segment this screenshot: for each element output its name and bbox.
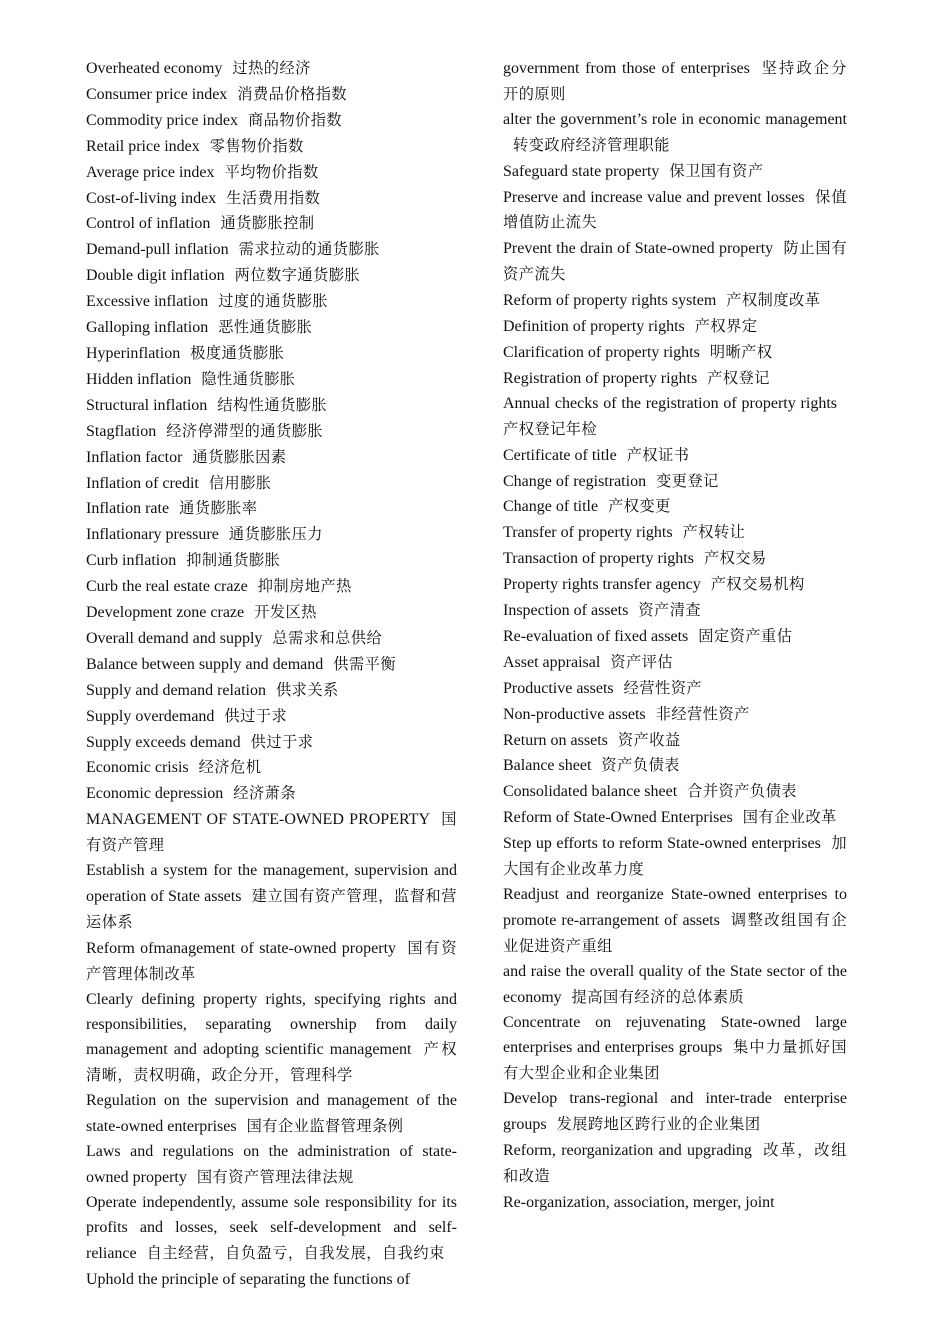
glossary-entry: [86, 393, 457, 419]
glossary-entry: [503, 236, 847, 288]
chinese-term: 产权交易: [703, 549, 767, 568]
chinese-term: 产权登记年检: [503, 419, 598, 438]
glossary-entry: [503, 598, 847, 624]
chinese-term: 生活费用指数: [226, 188, 321, 207]
english-term: Consumer price index: [86, 85, 228, 103]
chinese-term: 坚持政企分开的原则: [503, 59, 847, 103]
glossary-entry: [503, 159, 847, 185]
english-term: Galloping inflation: [86, 319, 209, 337]
chinese-term: 供过于求: [224, 706, 288, 725]
chinese-term: 保卫国有资产: [669, 161, 764, 180]
chinese-term: 合并资产负债表: [687, 782, 797, 801]
english-term: Reform of property rights system: [503, 292, 717, 310]
chinese-term: 抑制通货膨胀: [186, 551, 281, 570]
chinese-term: 抑制房地产热: [257, 577, 352, 596]
glossary-entry: [86, 471, 457, 497]
glossary-entry: [86, 988, 457, 1090]
chinese-term: 商品物价指数: [247, 110, 343, 129]
glossary-entry: [503, 443, 847, 469]
chinese-term: 需求拉动的通货膨胀: [238, 240, 380, 259]
glossary-entry: [86, 522, 457, 548]
english-term: Definition of property rights: [503, 318, 685, 336]
glossary-entry: [503, 56, 847, 108]
chinese-term: 过度的通货膨胀: [218, 292, 328, 311]
english-term: Prevent the drain of State-owned property: [503, 240, 774, 258]
chinese-term: 两位数字通货膨胀: [234, 266, 361, 285]
glossary-entry: [86, 1089, 457, 1140]
glossary-entry: [86, 1191, 457, 1267]
glossary-entry: [503, 1087, 847, 1138]
glossary-entry: [86, 1267, 457, 1293]
chinese-term: 产权变更: [608, 497, 671, 516]
english-term: Inflationary pressure: [86, 526, 219, 544]
english-term: Readjust and reorganize State-owned enterprises to promote re-arrangement of assets: [503, 886, 847, 929]
chinese-term: 经济停滞型的通货膨胀: [166, 421, 324, 440]
english-term: Step up efforts to reform State-owned enterprises: [503, 835, 821, 853]
glossary-entry: [503, 1190, 847, 1216]
chinese-term: 资产负债表: [601, 756, 680, 775]
english-term: Clearly defining property rights, specifying rights and responsibilities, separating ownership from daily management and adopting scientific management: [86, 990, 457, 1059]
glossary-entry: [503, 753, 847, 779]
chinese-term: 产权转让: [682, 523, 746, 542]
english-term: Inflation rate: [86, 500, 170, 518]
english-term: Economic depression: [86, 785, 224, 803]
english-term: Change of title: [503, 498, 599, 516]
glossary-entry: [503, 831, 847, 883]
glossary-entry: [86, 807, 457, 859]
english-term: Inspection of assets: [503, 602, 629, 620]
english-term: Registration of property rights: [503, 369, 698, 387]
chinese-term: 极度通货膨胀: [190, 343, 285, 362]
chinese-term: 通货膨胀压力: [228, 525, 323, 544]
chinese-term: 资产清查: [638, 601, 702, 620]
glossary-entry: [86, 263, 457, 289]
english-term: Non-productive assets: [503, 705, 646, 723]
english-term: Overall demand and supply: [86, 629, 263, 647]
glossary-entry: [86, 574, 457, 600]
english-term: Transfer of property rights: [503, 524, 673, 542]
chinese-term: 提高国有经济的总体素质: [571, 987, 745, 1006]
chinese-term: 集中力量抓好国有大型企业和企业集团: [503, 1038, 848, 1083]
glossary-entry: [503, 366, 847, 392]
chinese-term: 固定资产重估: [698, 626, 793, 645]
glossary-entry: [503, 1138, 847, 1190]
chinese-term: 平均物价指数: [224, 162, 319, 181]
chinese-term: 变更登记: [656, 471, 719, 490]
glossary-entry: [503, 883, 847, 960]
chinese-term: 发展跨地区跨行业的企业集团: [556, 1115, 761, 1134]
english-term: alter the government’s role in economic management: [503, 110, 847, 128]
glossary-entry: [86, 755, 457, 781]
chinese-term: 改革，改组和改造: [503, 1141, 847, 1185]
glossary-entry: [86, 652, 457, 678]
chinese-term: 产权界定: [694, 317, 758, 336]
glossary-entry: [503, 185, 847, 237]
english-term: Balance between supply and demand: [86, 655, 324, 673]
english-term: Regulation on the supervision and management of the state-owned enterprises: [86, 1092, 457, 1136]
glossary-entry: [503, 392, 847, 443]
english-term: Establish a system for the management, supervision and operation of State assets: [86, 862, 457, 905]
chinese-term: 保值增值防止流失: [503, 187, 848, 232]
chinese-term: 非经营性资产: [655, 704, 750, 723]
english-term: and raise the overall quality of the State sector of the economy: [503, 962, 847, 1006]
glossary-entry: [86, 341, 457, 367]
glossary-entry: [86, 211, 457, 237]
glossary-entry: [86, 548, 457, 574]
glossary-entry: [503, 805, 847, 831]
english-term: Inflation of credit: [86, 474, 199, 492]
english-term: Excessive inflation: [86, 293, 209, 311]
chinese-term: 国有资产管理: [86, 810, 457, 855]
chinese-term: 供过于求: [250, 732, 314, 751]
english-term: Certificate of title: [503, 446, 617, 464]
english-term: Consolidated balance sheet: [503, 783, 678, 801]
glossary-entry: [86, 237, 457, 263]
english-term: Development zone craze: [86, 604, 245, 622]
english-term: Reform ofmanagement of state-owned property: [86, 939, 397, 957]
glossary-entry: [86, 678, 457, 704]
glossary-entry: [503, 546, 847, 572]
english-term: Average price index: [86, 163, 215, 181]
english-term: Hidden inflation: [86, 370, 192, 388]
chinese-term: 总需求和总供给: [272, 628, 383, 647]
english-term: Develop trans-regional and inter-trade enterprise groups: [503, 1090, 847, 1134]
english-term: Asset appraisal: [503, 653, 601, 671]
chinese-term: 资产收益: [617, 730, 681, 749]
chinese-term: 加大国有企业改革力度: [503, 834, 848, 879]
glossary-entry: [86, 704, 457, 730]
chinese-term: 产权证书: [626, 445, 690, 464]
english-term: Retail price index: [86, 137, 200, 155]
english-term: Reform, reorganization and upgrading: [503, 1142, 752, 1160]
glossary-entry: [86, 134, 457, 160]
chinese-term: 产权制度改革: [726, 291, 821, 310]
glossary-entry: [86, 1140, 457, 1191]
chinese-term: 恶性通货膨胀: [218, 318, 313, 337]
chinese-term: 供需平衡: [333, 654, 396, 673]
chinese-term: 国有资产管理体制改革: [86, 938, 458, 983]
english-term: Transaction of property rights: [503, 550, 694, 568]
glossary-entry: [503, 1011, 847, 1088]
chinese-term: 防止国有资产流失: [503, 239, 848, 284]
glossary-entry: [503, 650, 847, 676]
glossary-entry: [86, 600, 457, 626]
english-term: Re-evaluation of fixed assets: [503, 627, 689, 645]
glossary-entry: [86, 108, 457, 134]
english-term: Stagflation: [86, 422, 157, 440]
left-column: [86, 56, 457, 1293]
english-term: Inflation factor: [86, 448, 183, 466]
chinese-term: 结构性通货膨胀: [217, 395, 328, 414]
english-term: Structural inflation: [86, 396, 208, 414]
glossary-entry: [86, 859, 457, 936]
english-term: Change of registration: [503, 472, 647, 490]
glossary-entry: [86, 626, 457, 652]
glossary-entry: [86, 315, 457, 341]
english-term: Operate independently, assume sole responsibility for its profits and losses, seek self-development and self-reliance: [86, 1193, 457, 1262]
glossary-entry: [503, 960, 847, 1011]
glossary-entry: [503, 779, 847, 805]
english-term: Reform of State-Owned Enterprises: [503, 809, 733, 827]
chinese-term: 开发区热: [254, 603, 317, 622]
glossary-entry: [503, 108, 847, 159]
english-term: Cost-of-living index: [86, 189, 217, 207]
chinese-term: 零售物价指数: [209, 136, 304, 155]
chinese-term: 供求关系: [275, 680, 339, 699]
glossary-entry: [503, 469, 847, 495]
right-column: [503, 56, 847, 1216]
english-term: Supply exceeds demand: [86, 733, 241, 751]
chinese-term: 过热的经济: [232, 59, 311, 77]
glossary-entry: [503, 288, 847, 314]
english-term: Concentrate on rejuvenating State-owned large enterprises and enterprises groups: [503, 1013, 847, 1057]
chinese-term: 信用膨胀: [208, 473, 272, 492]
chinese-term: 产权登记: [707, 368, 770, 387]
chinese-term: 国有企业改革: [742, 808, 837, 827]
english-term: Laws and regulations on the administration of state-owned property: [86, 1143, 457, 1186]
english-term: Property rights transfer agency: [503, 576, 701, 594]
english-term: Preserve and increase value and prevent losses: [503, 188, 805, 206]
english-term: Curb inflation: [86, 552, 177, 570]
glossary-entry: [86, 289, 457, 315]
glossary-entry: [86, 367, 457, 393]
glossary-entry: [503, 728, 847, 754]
glossary-entry: [86, 186, 457, 212]
chinese-term: 通货膨胀因素: [192, 447, 287, 466]
chinese-term: 产权交易机构: [710, 575, 805, 594]
english-term: Uphold the principle of separating the functions of: [86, 1270, 410, 1288]
chinese-term: 通货膨胀率: [179, 499, 258, 518]
english-term: Balance sheet: [503, 757, 592, 775]
glossary-entry: [86, 445, 457, 471]
english-term: Overheated economy: [86, 60, 223, 77]
chinese-term: 调整改组国有企业促进资产重组: [503, 910, 848, 955]
english-term: MANAGEMENT OF STATE-OWNED PROPERTY: [86, 811, 431, 829]
glossary-entry: [503, 340, 847, 366]
chinese-term: 经济萧条: [233, 784, 297, 803]
english-term: Supply overdemand: [86, 707, 215, 725]
glossary-entry: [503, 520, 847, 546]
glossary-entry: [86, 82, 457, 108]
glossary-entry: [503, 572, 847, 598]
english-term: Economic crisis: [86, 759, 189, 777]
english-term: Productive assets: [503, 679, 614, 697]
english-term: Safeguard state property: [503, 162, 660, 180]
glossary-entry: [503, 702, 847, 728]
chinese-term: 产权清晰，责权明确，政企分开，管理科学: [86, 1040, 458, 1085]
english-term: Curb the real estate craze: [86, 578, 248, 596]
chinese-term: 国有企业监督管理条例: [246, 1117, 404, 1136]
glossary-entry: [86, 419, 457, 445]
glossary-entry: [86, 781, 457, 807]
english-term: Re-organization, association, merger, joint: [503, 1193, 775, 1211]
glossary-entry: [86, 56, 457, 82]
chinese-term: 经营性资产: [623, 678, 703, 697]
english-term: Annual checks of the registration of property rights: [503, 394, 837, 412]
glossary-entry: [86, 160, 457, 186]
chinese-term: 国有资产管理法律法规: [196, 1167, 354, 1186]
english-term: Control of inflation: [86, 215, 211, 233]
glossary-entry: [86, 936, 457, 988]
glossary-entry: [503, 624, 847, 650]
chinese-term: 经济危机: [198, 758, 262, 777]
english-term: Return on assets: [503, 731, 608, 749]
english-term: Double digit inflation: [86, 267, 225, 285]
english-term: Demand-pull inflation: [86, 241, 229, 259]
english-term: Supply and demand relation: [86, 681, 266, 699]
chinese-term: 自主经营，自负盈亏，自我发展，自我约束: [146, 1243, 445, 1262]
chinese-term: 通货膨胀控制: [220, 214, 315, 233]
english-term: Hyperinflation: [86, 344, 181, 362]
chinese-term: 隐性通货膨胀: [201, 369, 296, 388]
glossary-entry: [503, 314, 847, 340]
chinese-term: 建立国有资产管理，监督和营运体系: [86, 887, 458, 931]
english-term: government from those of enterprises: [503, 60, 750, 77]
chinese-term: 资产评估: [610, 652, 674, 671]
chinese-term: 消费品价格指数: [237, 84, 348, 103]
chinese-term: 转变政府经济管理职能: [513, 135, 670, 154]
english-term: Commodity price index: [86, 111, 238, 129]
glossary-entry: [503, 494, 847, 520]
glossary-entry: [503, 676, 847, 702]
english-term: Clarification of property rights: [503, 343, 700, 361]
glossary-entry: [86, 730, 457, 756]
chinese-term: 明晰产权: [709, 342, 773, 361]
glossary-entry: [86, 496, 457, 522]
